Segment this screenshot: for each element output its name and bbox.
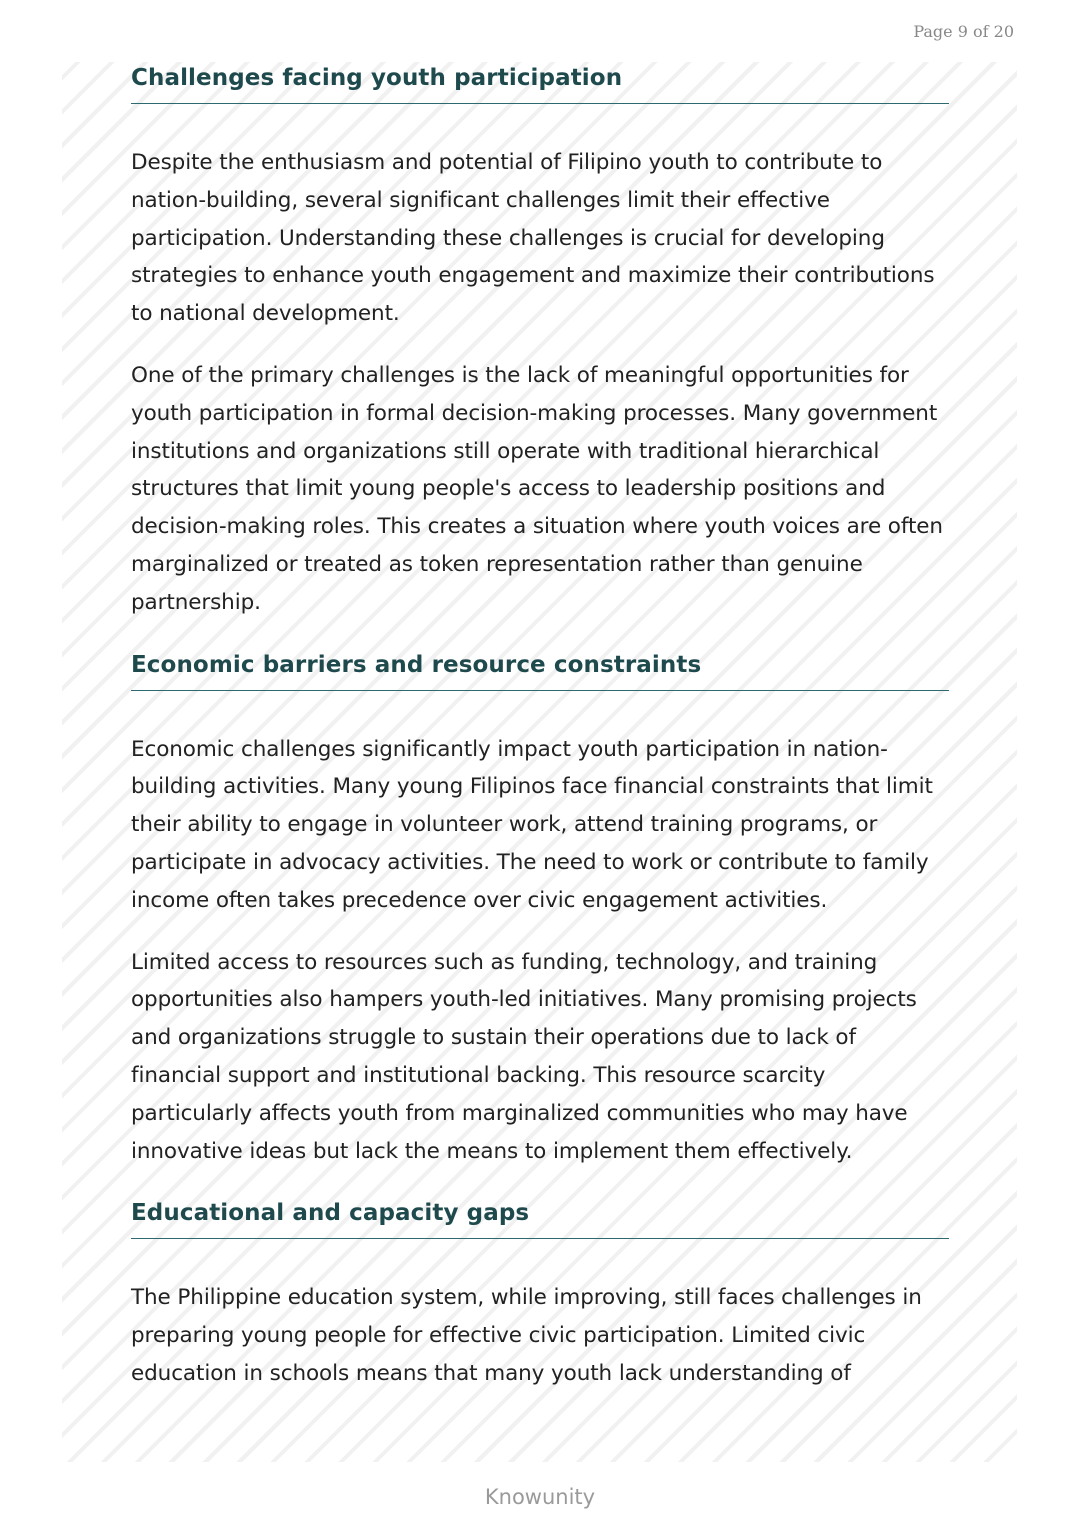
footer-brand: Knowunity bbox=[484, 1485, 596, 1509]
paragraph: Economic challenges significantly impact youth participation in nation-building activities. Many young Filipinos face financial constraints that limit their ability to engage in volunteer work, attend training programs, or participate in advocacy activities. The need to work or contribute to family income often takes precedence over civic engagement activities. bbox=[131, 736, 933, 913]
document-body bbox=[131, 62, 949, 1417]
section-heading-educational: Educational and capacity gaps bbox=[131, 1200, 949, 1239]
section-heading-challenges: Challenges facing youth participation bbox=[131, 65, 949, 104]
paragraph: Limited access to resources such as funding, technology, and training opportunities also hampers youth-led initiatives. Many promising projects and organizations struggle to sustain their operations due to lack of financial support and institutional backing. This resource scarcity particularly affects youth from marginalized communities who may have innovative ideas but lack the means to implement them effectively. bbox=[131, 949, 917, 1164]
paragraph: One of the primary challenges is the lack of meaningful opportunities for youth participation in formal decision-making processes. Many government institutions and organizations still operate with traditional hierarchical structures that limit young people's access to leadership positions and decision-making roles. This creates a situation where youth voices are often marginalized or treated as token representation rather than genuine partnership. bbox=[131, 362, 943, 615]
paragraph: The Philippine education system, while improving, still faces challenges in preparing young people for effective civic participation. Limited civic education in schools means that many youth lack understanding of bbox=[131, 1285, 922, 1386]
section-heading-economic: Economic barriers and resource constraints bbox=[131, 652, 949, 691]
page-number: Page 9 of 20 bbox=[913, 22, 1014, 41]
paragraph: Despite the enthusiasm and potential of Filipino youth to contribute to nation-building, several significant challenges limit their effective participation. Understanding these challenges is crucial for developing strategies to enhance youth engagement and maximize their contributions to national development. bbox=[131, 150, 935, 327]
